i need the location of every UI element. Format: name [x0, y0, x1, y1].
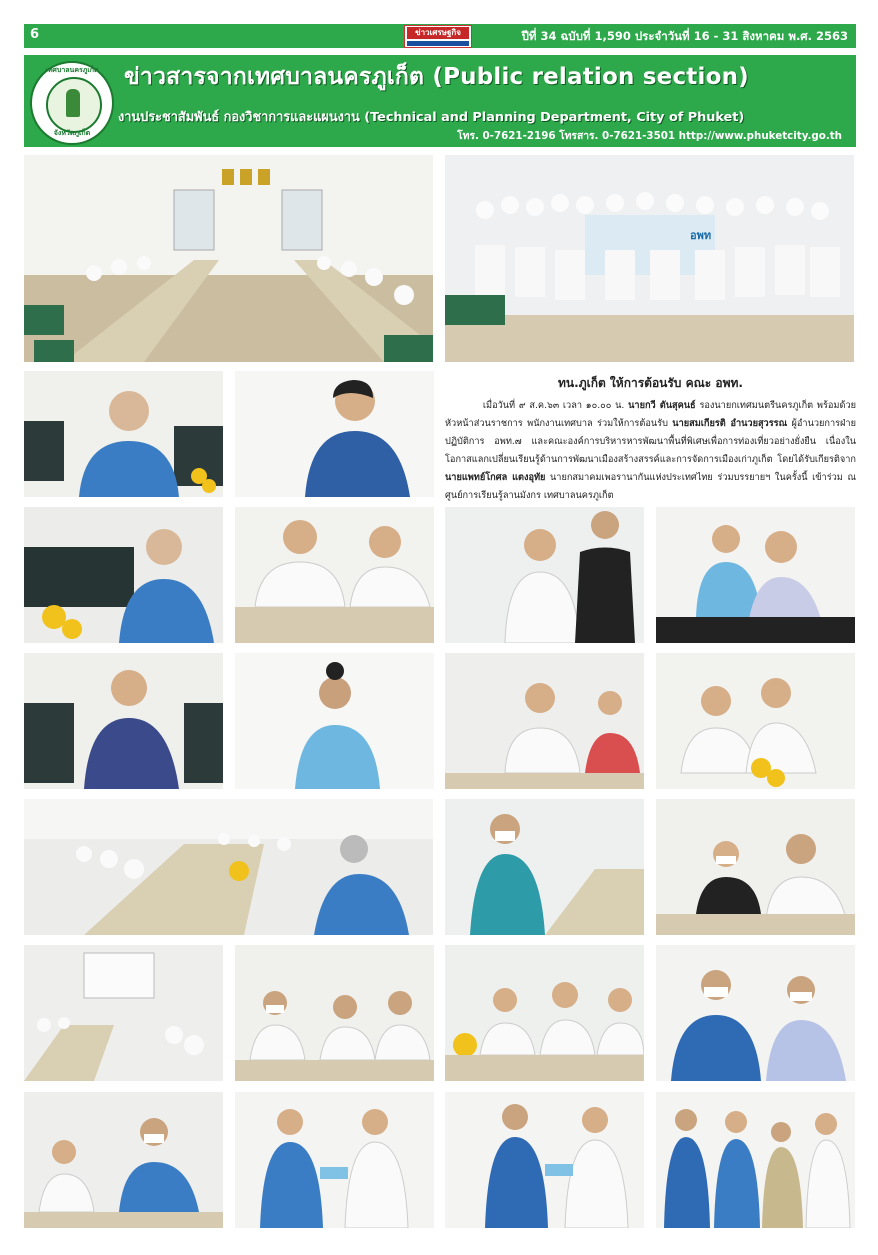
photo-woman-mic-table — [445, 653, 644, 789]
photo-two-men-table — [235, 507, 434, 643]
section-title: ข่าวสารจากเทศบาลนครภูเก็ต (Public relation section) — [124, 64, 749, 90]
photo-man-striped-shirt — [24, 653, 223, 789]
seal-bottom-text: จังหวัดภูเก็ต — [53, 129, 91, 137]
municipality-seal — [30, 61, 114, 145]
article-text-1: เมื่อวันที่ ๙ ส.ค.๖๓ เวลา ๑๐.๐๐ น. — [482, 400, 629, 411]
photo-speaker-seated — [24, 507, 223, 643]
section-subtitle: งานประชาสัมพันธ์ กองวิชาการและแผนงาน (Technical and Planning Department, City of Phuket) — [118, 110, 745, 125]
photo-room-projector — [24, 945, 223, 1081]
seal-emblem-icon — [46, 77, 102, 133]
photo-attendees-masks — [24, 1092, 223, 1228]
photo-group-table-flowers — [656, 653, 855, 789]
news-article — [445, 374, 856, 505]
banner-text: อพท — [690, 230, 712, 242]
photo-man-mask — [445, 799, 644, 935]
newspaper-logo-stripe — [407, 41, 469, 46]
page-number: 6 — [30, 27, 40, 42]
photo-woman-speaking — [235, 653, 434, 789]
article-name-1: นายกวี ตันสุคนธ์ — [628, 400, 696, 411]
photo-gift-exchange-2 — [445, 1092, 644, 1228]
photo-man-woman-masks — [656, 945, 855, 1081]
photo-group-four — [656, 1092, 855, 1228]
photo-meeting-room-wide — [24, 155, 433, 362]
top-bar — [24, 24, 856, 48]
seal-top-text: เทศบาลนครภูเก็ต — [45, 66, 99, 74]
issue-line: ปีที่ 34 ฉบับที่ 1,590 ประจำวันที่ 16 - 31 สิงหาคม พ.ศ. 2563 — [521, 29, 848, 43]
photo-group-banner — [445, 155, 854, 362]
article-body — [445, 397, 856, 505]
contact-line: โทร. 0-7621-2196 โทรสาร. 0-7621-3501 http://www.phuketcity.go.th — [457, 130, 842, 142]
article-text-4: นายกสมาคมเพอรานากันแห่งประเทศไทย ร่วมบรรยายฯ ในครั้งนี้ เข้าร่วม ณ ศูนย์การเรียนรู้ลานมังกร เทศบาลนครภูเก็ต — [445, 472, 856, 501]
newspaper-logo — [404, 25, 472, 48]
photo-two-women-seated — [656, 507, 855, 643]
photo-meeting-long-table — [24, 799, 433, 935]
article-text-3: ผู้อำนวยการฝ่ายปฏิบัติการ อพท.๗ และคณะองค์การบริหารหารพัฒนาพื้นที่พิเศษเพื่อการท่องเที่ยวอย่างยั่งยืน เนื่องในโอกาสแลกเปลี่ยนเรียนรู้ด้านการพัฒนาเมืองสร้างสรรค์และการจัดการเมืองเก่าภูเก็ต โดยได้รับเกียรติจาก — [445, 418, 856, 465]
section-header — [24, 55, 856, 147]
photo-women-masks — [235, 945, 434, 1081]
article-title: ทน.ภูเก็ต ให้การต้อนรับ คณะ อพท. — [558, 376, 743, 390]
article-text-2: รองนายกเทศมนตรีนครภูเก็ต พร้อมด้วย หัวหน้าส่วนราชการ พนักงานเทศบาล ร่วมให้การต้อนรับ — [445, 400, 856, 429]
article-name-3: นายแพทย์โกศล แตงอุทัย — [445, 472, 546, 483]
photo-attendees-booklets — [656, 799, 855, 935]
photo-woman-mic-standing — [445, 507, 644, 643]
photo-gift-exchange-1 — [235, 1092, 434, 1228]
newspaper-logo-text: ข่าวเศรษฐกิจ — [407, 27, 469, 39]
photo-men-table — [445, 945, 644, 1081]
photo-speaker-blue-shirt — [24, 371, 223, 497]
article-name-2: นายสมเกียรติ อำนวยสุวรรณ — [672, 418, 788, 429]
photo-man-laughing — [235, 371, 434, 497]
